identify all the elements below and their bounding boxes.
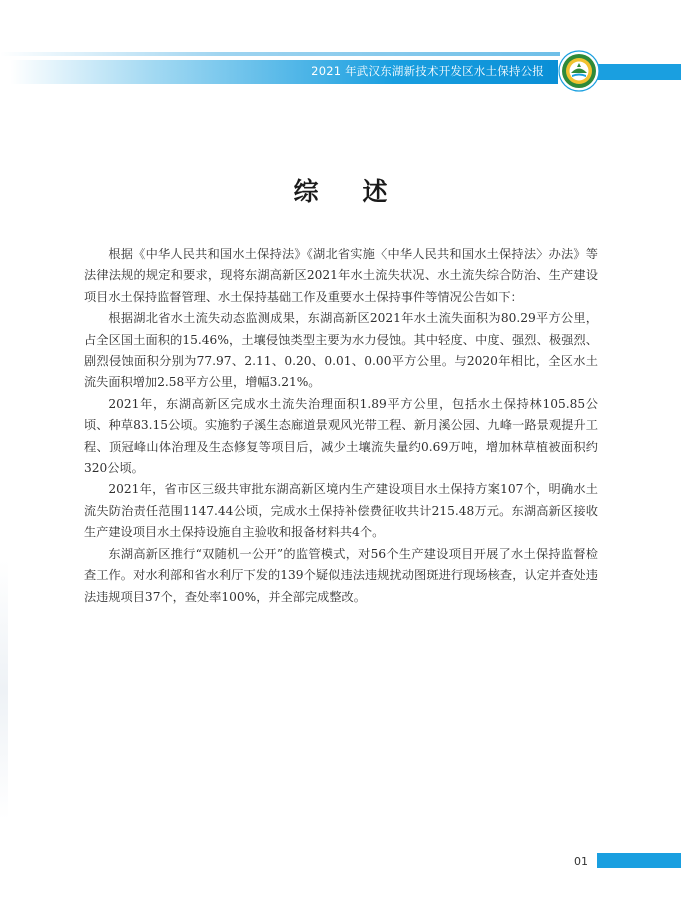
footer-bar [597, 853, 681, 868]
header-stripe [0, 52, 560, 56]
header-bar [10, 60, 558, 84]
header-right-bar [590, 64, 681, 80]
paragraph: 东湖高新区推行“双随机一公开”的监管模式，对56个生产建设项目开展了水土保持监督检查工作。对水利部和省水利厅下发的139个疑似违法违规扰动图斑进行现场核查，认定并查处违法违规项目37个，查处率100%，并全部完成整改。 [84, 546, 598, 604]
paragraph: 2021年，东湖高新区完成水土流失治理面积1.89平方公里，包括水土保持林105.85公顷、种草83.15公顷。实施豹子溪生态廊道景观风光带工程、新月溪公园、九峰一路景观提升工程、顶冠峰山体治理及生态修复等项目后，减少土壤流失量约0.69万吨，增加林草植被面积约320公顷。 [84, 396, 598, 476]
body-text [84, 244, 598, 608]
paragraph: 根据《中华人民共和国水土保持法》《湖北省实施〈中华人民共和国水土保持法〉办法》等法律法规的规定和要求，现将东湖高新区2021年水土流失状况、水土流失综合防治、生产建设项目水土保持监督管理、水土保持基础工作及重要水土保持事件等情况公告如下： [84, 247, 598, 304]
margin-decoration [0, 560, 8, 820]
page-title: 综述 [293, 177, 432, 206]
header-separator [548, 62, 551, 82]
report-title: 2021 年武汉东湖新技术开发区水土保持公报 [311, 64, 544, 78]
emblem-icon [558, 50, 600, 92]
page-number: 01 [574, 855, 588, 868]
paragraph: 2021年，省市区三级共审批东湖高新区境内生产建设项目水土保持方案107个，明确水土流失防治责任范围1147.44公顷，完成水土保持补偿费征收共计215.48万元。东湖高新区接收生产建设项目水土保持设施自主验收和报备材料共4个。 [84, 482, 598, 540]
paragraph: 根据湖北省水土流失动态监测成果，东湖高新区2021年水土流失面积为80.29平方公里，占全区国土面积的15.46%，土壤侵蚀类型主要为水力侵蚀。其中轻度、中度、强烈、极强烈、剧烈侵蚀面积分别为77.97、2.11、0.20、0.01、0.00平方公里。与2020年相比，全区水土流失面积增加2.58平方公里，增幅3.21%。 [84, 311, 598, 390]
